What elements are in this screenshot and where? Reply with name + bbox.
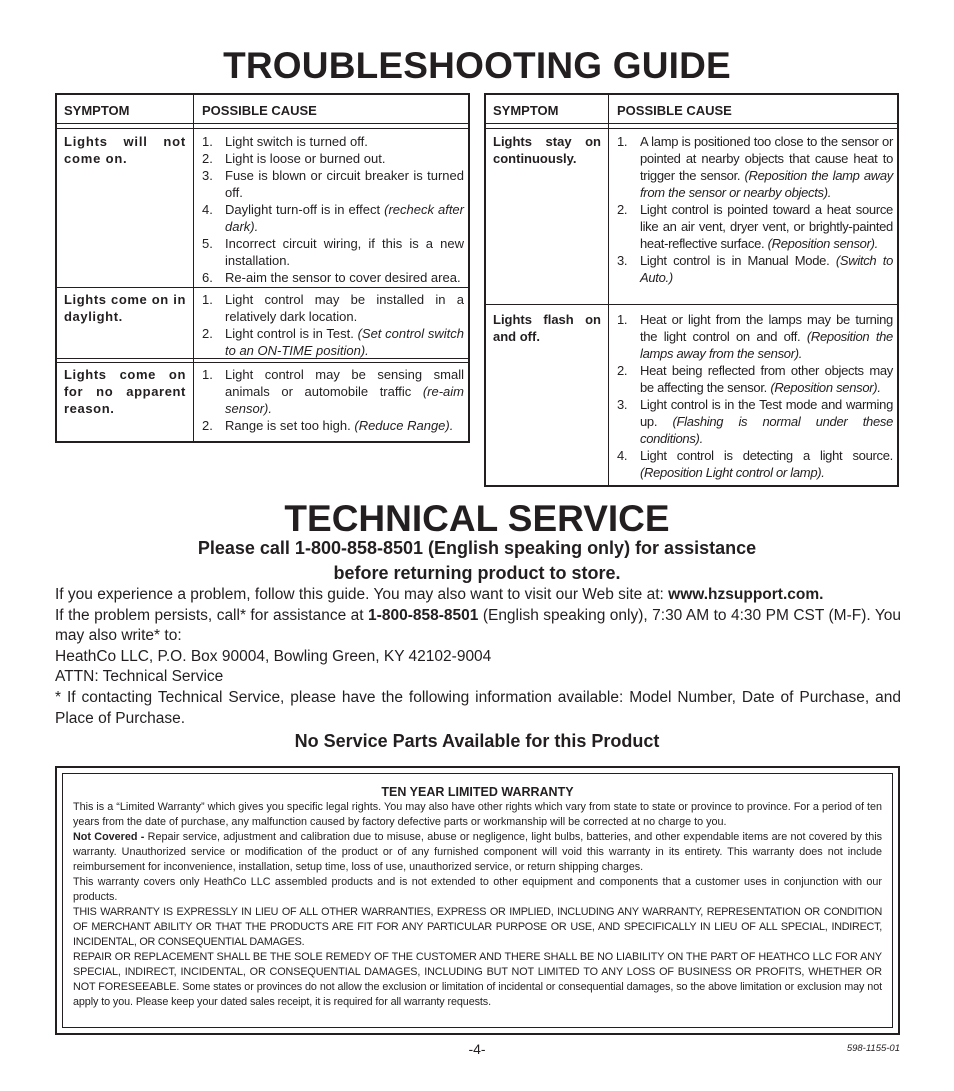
cause-list [202,366,464,434]
cause-text: Heat or light from the lamps may be turning the light control on and off. [640,312,893,344]
warranty-box [55,766,900,1035]
cause-remedy: (re-aim sensor). [225,384,464,416]
warranty-title: TEN YEAR LIMITED WARRANTY [381,785,574,799]
warranty-text [73,800,882,1010]
cause-list [202,133,464,286]
warranty-paragraph: This is a “Limited Warranty” which gives you specific legal rights. You may also have other rights which vary from state to state or province to province. For a period of ten years from the date of purchase, any malfunction caused by factory defective parts or workmanship will be corrected at no charge to you. [73,801,882,828]
attn-line: ATTN: Technical Service [55,668,224,686]
cause-text: Light control may be installed in a relatively dark location. [225,292,464,324]
symptom-cell: Lights come on in daylight. [64,292,186,324]
cause-text: Range is set too high. [225,418,355,433]
cause-list [617,311,893,481]
cause-number: 2. [617,363,628,378]
cause-item [202,325,464,359]
cause-item [202,133,464,150]
cause-remedy: (Switch to Auto.) [640,253,893,285]
cause-text: Light control is pointed toward a heat source like an air vent, dryer vent, or brightly-painted heat-reflective surface. [640,202,893,251]
cause-item [617,396,893,447]
troubleshooting-table-right [484,93,899,487]
text: (English speaking only) [478,606,644,624]
cause-number: 2. [617,202,628,217]
cause-text: Fuse is blown or circuit breaker is turned off. [225,168,464,200]
text: If you experience a problem, follow this guide. You may also want to visit our Web site at: [55,586,669,603]
website-link[interactable]: www.hzsupport.com. [668,586,824,603]
cause-number: 1. [617,312,628,327]
cause-text: A lamp is positioned too close to the sensor or pointed at nearby objects that cause heat to trigger the sensor. [640,134,893,183]
cause-text: Light control is in Manual Mode. [640,253,836,268]
text: , 7:30 AM to 4:30 PM CST (M-F). You may also write* to: [55,606,901,645]
cause-item [202,291,464,325]
cause-item [202,235,464,269]
cause-text: Re-aim the sensor to cover desired area. [225,270,461,285]
cause-item [202,201,464,235]
cause-number: 1. [202,134,213,149]
address: HeathCo LLC, P.O. Box 90004, Bowling Green, KY 42102-9004 [55,647,492,665]
cause-text: Light control may be sensing small animals or automobile traffic [225,367,464,399]
cause-number: 5. [202,236,213,251]
cause-remedy: (Flashing is normal under these conditions). [640,414,894,446]
not-covered-label: Not Covered - [73,831,148,843]
symptom-cell: Lights stay on continuously. [493,134,601,166]
document-code: 598-1155-01 [846,1043,900,1054]
cause-item [617,362,893,396]
cause-item [202,150,464,167]
paragraph [55,585,901,606]
service-body [55,585,901,729]
cause-number: 1. [617,134,628,149]
cause-header: POSSIBLE CAUSE [617,103,732,118]
cause-remedy: (Reposition the lamps away from the sensor). [640,329,893,361]
cause-item [202,167,464,201]
cause-text: Incorrect circuit wiring, if this is a new installation. [225,236,464,268]
cause-header: POSSIBLE CAUSE [202,103,317,118]
cause-text: Light control is in Test. [225,326,358,341]
page-title: TROUBLESHOOTING GUIDE [223,45,731,86]
cause-text: Light switch is turned off. [225,134,368,149]
cause-number: 2. [202,326,213,341]
cause-number: 3. [617,253,628,268]
warranty-paragraph: This warranty covers only HeathCo LLC assembled products and is not extended to other equipment and components that a customer uses in conjunction with our products. [73,876,882,903]
cause-text: Daylight turn-off is in effect [225,202,385,217]
section-title: TECHNICAL SERVICE [284,498,670,539]
cause-number: 3. [617,397,628,412]
cause-number: 2. [202,151,213,166]
cause-text: Heat being reflected from other objects may be affecting the sensor. [640,363,893,395]
contact-note: * If contacting Technical Service, please have the following information available: Model Number, Date of Purchase, and Place of Purchase. [55,688,901,727]
cause-number: 4. [617,448,628,463]
symptom-header: SYMPTOM [493,103,559,118]
cause-remedy: (Reposition sensor). [770,380,881,395]
cause-remedy: (recheck after dark). [225,202,464,234]
text: If the problem persists, call* for assistance at [55,606,369,624]
cause-item [202,269,464,286]
cause-remedy: (Reduce Range). [354,418,454,433]
text: Repair service, adjustment and calibration due to misuse, abuse or negligence, light bulbs, batteries, and other expendable items are not covered by this warranty. Unauthorized service or modification of the product or of any furnished component will void this warranty in its entirety. This warranty does not include reimbursement for inconvenience, installation, setup time, loss of use, unauthorized service, or return shipping charges. [73,831,882,873]
cause-item [617,447,893,481]
symptom-cell: Lights come on for no apparent reason. [64,367,186,416]
cause-item [617,201,893,252]
cause-number: 2. [202,418,213,433]
no-parts-notice: No Service Parts Available for this Product [294,731,660,751]
paragraph [55,606,901,647]
warranty-paragraph: REPAIR OR REPLACEMENT SHALL BE THE SOLE REMEDY OF THE CUSTOMER AND THERE SHALL BE NO LIABILITY ON THE PART OF HEATHCO LLC FOR ANY SPECIAL, INDIRECT, INCIDENTAL, OR CONSEQUENTIAL DAMAGES, INCLUDING BUT NOT LIMITED TO ANY LOSS OF BUSINESS OR PROFITS, WHETHER OR NOT FORESEEABLE. Some states or provinces do not allow the exclusion or limitation of incidental or consequential damages, so the above limitation or exclusion may not apply to you. Please keep your dated sales receipt, it is required for all warranty requests. [73,951,882,1008]
cause-remedy: (Reposition the lamp away from the sensor or nearby objects). [640,168,893,200]
call-line-1: Please call 1-800-858-8501 (English speaking only) for assistance [197,538,757,558]
warranty-paragraph [73,830,882,875]
cause-number: 3. [202,168,213,183]
cause-remedy: (Reposition Light control or lamp). [640,465,825,480]
call-line-2: before returning product to store. [333,563,621,583]
cause-number: 6. [202,270,213,285]
symptom-header: SYMPTOM [64,103,130,118]
symptom-cell: Lights flash on and off. [493,312,601,344]
page-number: -4- [468,1041,486,1057]
cause-text: Light is loose or burned out. [225,151,386,166]
cause-list [202,291,464,359]
cause-remedy: (Reposition sensor). [767,236,878,251]
cause-item [617,252,893,286]
cause-text: Light control is detecting a light source. [640,448,893,463]
cause-number: 4. [202,202,213,217]
cause-item [202,366,464,417]
cause-number: 1. [202,292,213,307]
symptom-cell: Lights will not come on. [64,134,186,166]
cause-item [617,133,893,201]
cause-item [617,311,893,362]
cause-number: 1. [202,367,213,382]
warranty-paragraph: THIS WARRANTY IS EXPRESSLY IN LIEU OF ALL OTHER WARRANTIES, EXPRESS OR IMPLIED, INCLUDING ANY WARRANTY, REPRESENTATION OR CONDITION OF MERCHANT ABILITY OR THAT THE PRODUCTS ARE FIT FOR ANY PARTICULAR PURPOSE OR USE, AND SPECIFICALLY IN LIEU OF ALL SPECIAL, INDIRECT, INCIDENTAL, OR CONSEQUENTIAL DAMAGES. [73,906,882,948]
cause-text: Light control is in the Test mode and warming up. [640,397,893,429]
phone-number: 1-800-858-8501 [368,606,479,624]
cause-item [202,417,464,434]
cause-remedy: (Set control switch to an ON-TIME position). [225,326,464,358]
troubleshooting-table-left [55,93,470,443]
cause-list [617,133,893,286]
